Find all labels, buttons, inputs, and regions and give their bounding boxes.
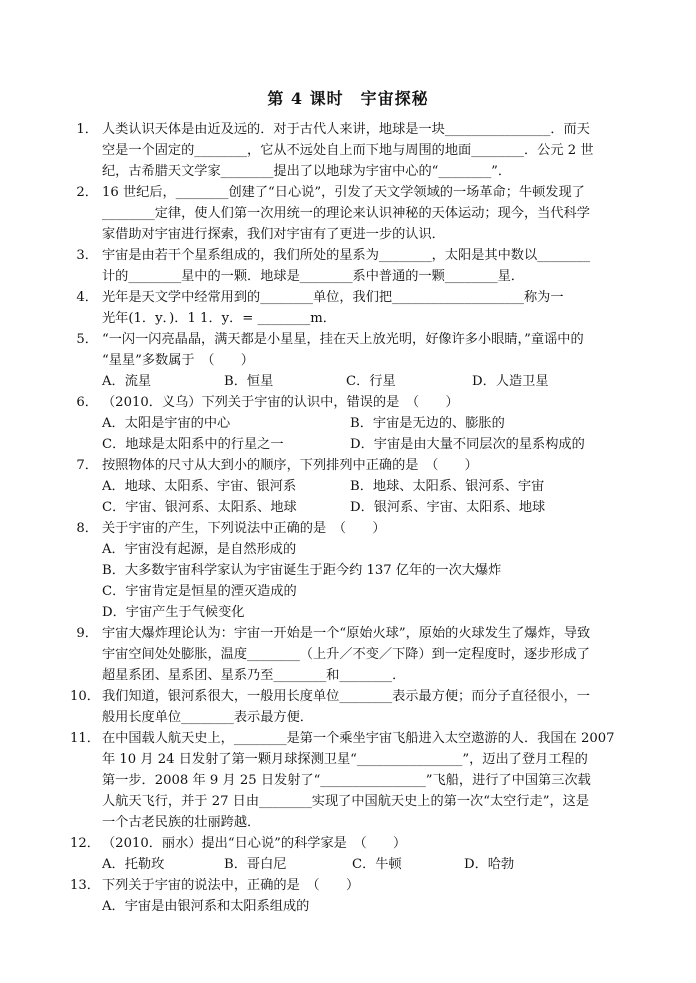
question-number: 2．: [76, 185, 98, 200]
option-d[interactable]: D．哈勃: [464, 857, 515, 872]
question-text-line: 人类认识天体是由近及远的．对于古代人来讲，地球是一块________________．而天: [102, 122, 590, 137]
question-text-line: 光年(1．y．)．1 1．y．= ________m．: [102, 311, 336, 326]
question-text-line: 宇宙空间处处膨胀，温度________（上升／不变／下降）到一定程度时，逐步形成了: [102, 647, 590, 662]
option-a[interactable]: A．太阳是宇宙的中心: [102, 416, 231, 431]
question-text-line: 按照物体的尺寸从大到小的顺序，下列排列中正确的是 （ ）: [102, 458, 478, 473]
option-d[interactable]: D．人造卫星: [472, 374, 549, 389]
question-number: 4．: [76, 290, 98, 305]
option-b[interactable]: B．大多数宇宙科学家认为宇宙诞生于距今约 137 亿年的一次大爆炸: [102, 563, 502, 578]
option-c[interactable]: C．行星: [346, 374, 396, 389]
question-text-line: “星星”多数属于 （ ）: [102, 353, 254, 368]
question-number: 7．: [76, 458, 98, 473]
options-row: [102, 476, 622, 497]
question-text-line: 在中国载人航天史上，________是第一个乘坐宇宙飞船进入太空遨游的人．我国在 2007: [102, 731, 615, 746]
options-row: [102, 434, 622, 455]
question-13: [70, 875, 622, 917]
option-a[interactable]: A．宇宙没有起源，是自然形成的: [102, 542, 297, 557]
question-number: 13．: [70, 878, 100, 893]
question-4: [76, 287, 622, 329]
option-c[interactable]: C．牛顿: [352, 857, 402, 872]
options-row: [102, 413, 622, 434]
option-c[interactable]: C．宇宙、银河系、太阳系、地球: [102, 500, 297, 515]
question-7: [76, 455, 622, 518]
question-11: [70, 728, 622, 833]
question-text-line: 超星系团、星系团、星系乃至________和________．: [102, 668, 406, 683]
question-number: 10．: [70, 689, 100, 704]
question-5: [76, 329, 622, 392]
question-text-line: 宇宙大爆炸理论认为：宇宙一开始是一个“原始火球”，原始的火球发生了爆炸，导致: [102, 626, 591, 641]
option-b[interactable]: B．哥白尼: [224, 857, 287, 872]
question-number: 9．: [76, 626, 98, 641]
question-text-line: 我们知道，银河系很大，一般用长度单位________表示最方便；而分子直径很小，一: [102, 689, 590, 704]
option-b[interactable]: B．地球、太阳系、银河系、宇宙: [350, 479, 545, 494]
page-title: 第 4 课时 宇宙探秘: [267, 89, 429, 108]
question-text-line: 16 世纪后，________创建了“日心说”，引发了天文学领域的一场革命；牛顿发现了: [102, 185, 585, 200]
question-text-line: 下列关于宇宙的说法中，正确的是 （ ）: [102, 878, 360, 893]
question-9: [76, 623, 622, 686]
option-d[interactable]: D．银河系、宇宙、太阳系、地球: [350, 500, 546, 515]
question-text-line: 空是一个固定的________，它从不远处自上而下地与周围的地面________．公元 2 世: [102, 143, 594, 158]
question-number: 12．: [70, 836, 100, 851]
question-text-line: 第一步．2008 年 9 月 25 日发射了“________________”飞船，进行了中国第三次载: [102, 773, 591, 788]
question-number: 6．: [76, 395, 98, 410]
question-number: 8．: [76, 521, 98, 536]
options-row: [102, 497, 622, 518]
question-text-line: ________定律，使人们第一次用统一的理论来认识神秘的天体运动；现今，当代科学: [102, 206, 590, 221]
option-a[interactable]: A．地球、太阳系、宇宙、银河系: [102, 479, 297, 494]
option-d[interactable]: D．宇宙是由大量不同层次的星系构成的: [350, 437, 585, 452]
question-text-line: 一个古老民族的壮丽跨越．: [102, 815, 261, 830]
option-c[interactable]: C．地球是太阳系中的行星之一: [102, 437, 284, 452]
options-row: [102, 371, 622, 392]
question-2: [76, 182, 622, 245]
question-text-line: （2010．丽水）提出“日心说”的科学家是 （ ）: [102, 836, 407, 851]
question-12: [70, 833, 622, 875]
question-text-line: 光年是天文学中经常用到的________单位，我们把____________________称为一: [102, 290, 564, 305]
question-6: [76, 392, 622, 455]
option-b[interactable]: B．宇宙是无边的、膨胀的: [350, 416, 505, 431]
question-text-line: “一闪一闪亮晶晶，满天都是小星星，挂在天上放光明，好像许多小眼睛，”童谣中的: [102, 332, 584, 347]
option-a[interactable]: A．流星: [102, 374, 152, 389]
question-1: [76, 119, 622, 182]
question-number: 3．: [76, 248, 98, 263]
question-number: 5．: [76, 332, 98, 347]
question-text-line: 纪，古希腊天文学家________提出了以地球为宇宙中心的“________”．: [102, 164, 512, 179]
options-row: [102, 854, 622, 875]
question-number: 1．: [76, 122, 98, 137]
question-text-line: 年 10 月 24 日发射了第一颗月球探测卫星“________________”，迈出了登月工程的: [102, 752, 588, 767]
question-text-line: 人航天飞行，并于 27 日由________实现了中国航天史上的第一次“太空行走”，这是: [102, 794, 590, 809]
question-text-line: 家借助对宇宙进行探索，我们对宇宙有了更进一步的认识．: [102, 227, 445, 242]
option-a[interactable]: A．托勒玫: [102, 857, 165, 872]
option-a[interactable]: A．宇宙是由银河系和太阳系组成的: [102, 899, 310, 914]
question-8: [76, 518, 622, 623]
question-3: [76, 245, 622, 287]
question-text-line: 般用长度单位________表示最方便．: [102, 710, 313, 725]
question-text-line: 计的________星中的一颗．地球是________系中普通的一颗________星．: [102, 269, 524, 284]
option-c[interactable]: C．宇宙肯定是恒星的湮灭造成的: [102, 584, 297, 599]
question-text-line: 关于宇宙的产生，下列说法中正确的是 （ ）: [102, 521, 386, 536]
option-d[interactable]: D．宇宙产生于气候变化: [102, 605, 245, 620]
question-number: 11．: [70, 731, 100, 746]
question-text-line: 宇宙是由若干个星系组成的，我们所处的星系为________，太阳是其中数以________: [102, 248, 590, 263]
option-b[interactable]: B．恒星: [224, 374, 274, 389]
question-text-line: （2010．义乌）下列关于宇宙的认识中，错误的是 （ ）: [102, 395, 459, 410]
question-10: [70, 686, 622, 728]
